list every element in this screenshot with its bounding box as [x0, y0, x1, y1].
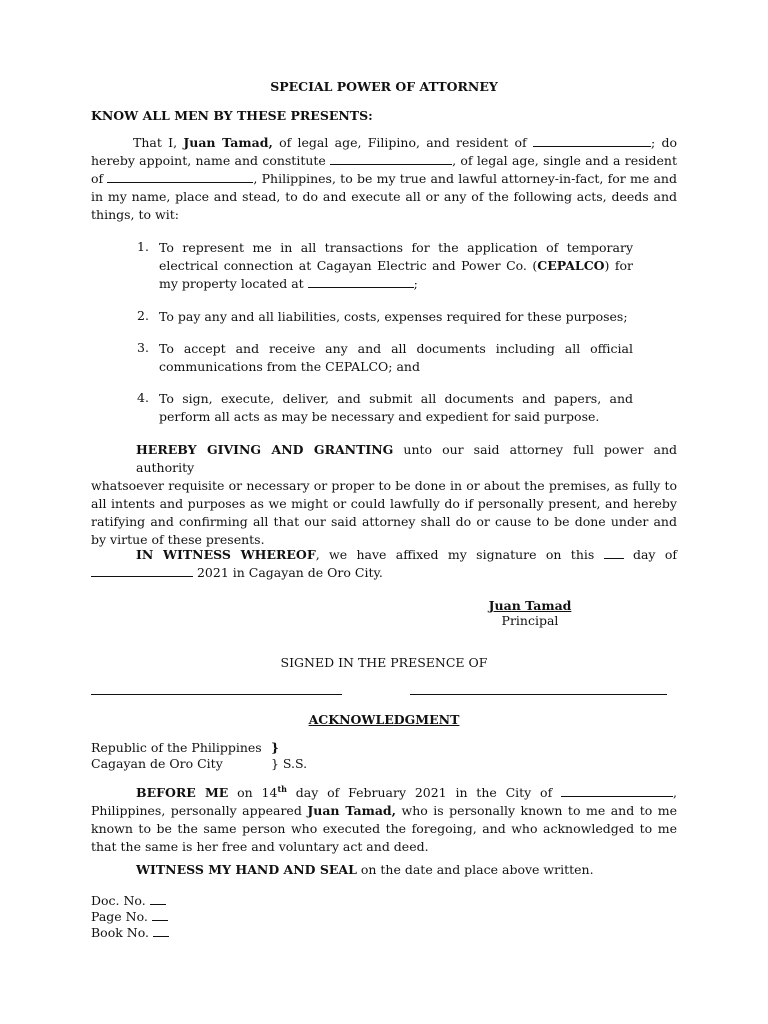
- day-blank: [604, 546, 624, 559]
- document-title: SPECIAL POWER OF ATTORNEY: [270, 79, 498, 94]
- appointment-paragraph: That I, Juan Tamad, of legal age, Filipino, and resident of ; do hereby appoint, name and constitute , of legal age, single and a resident of , Philippines, to be my true and lawful attorney-in-fact, for me and in my name, place and stead, to do and execute all or any of the following acts, deeds and things, to wit:: [91, 135, 678, 222]
- venue-ss: } S.S.: [271, 756, 308, 771]
- venue-country: Republic of the Philippines: [91, 740, 262, 755]
- seal-sentence: WITNESS MY HAND AND SEAL on the date and place above written.: [136, 862, 594, 877]
- intro-heading: KNOW ALL MEN BY THESE PRESENTS:: [91, 108, 373, 123]
- witness-signature-line-1: [91, 694, 342, 695]
- venue-brace: }: [271, 740, 280, 755]
- doc-number: Doc. No.: [91, 892, 166, 908]
- principal-role: Principal: [501, 613, 559, 628]
- document-page: SPECIAL POWER OF ATTORNEY KNOW ALL MEN BY THESE PRESENTS: That I, Juan Tamad, of legal age, Filipino, and resident of ; do hereby appoint, name and constitute , of legal age, single and a resident of , Philippines, to be my true and lawful attorney-in-fact, for me and in my name, place and stead, to do and execute all or any of the following acts, deeds and things, to wit: 1. To represent me in all transactions for the application of temporary electrical connection at Cagayan Electric and Power Co. (CEPALCO) for my property located at ; 2. To pay any and all liabilities, costs, expenses required for these purposes; 3. To accept and receive any and all documents including all official communications from the CEPALCO; and 4. To sign, execute, deliver, and submit all documents and papers, and perform all acts as may be necessary and expedient for said purpose. HEREBY GIVING AND GRANTING unto our said attorney full power and authority whatsoever requisite or necessary or proper to be done in or about the premises, as fully to all intents and purposes as we might or could lawfully do if personally present, and hereby ratifying and confirming all that our said attorney shall do or cause to be done under and by virtue of these presents. IN WITNESS WHEREOF, we have affixed my signature on this day of 2021 in Cagayan de Oro City. Juan Tamad Principal SIGNED IN THE PRESENCE OF ACKNOWLEDGMENT Republic of the Philippines } Cagayan de Oro City } S.S. BEFORE ME on 14th day of February 2021 in the City of , Philippines, personally appeared Juan Tamad, who is personally known to me and to me known to be the same person who executed the foregoing, and who acknowledged to me that the same is her free and voluntary act and deed. WITNESS MY HAND AND SEAL on the date and place above written. Doc. No. Page No. Book No.: [0, 0, 768, 1024]
- page-number: Page No.: [91, 908, 168, 924]
- principal-name: Juan Tamad: [488, 598, 572, 613]
- month-blank: [91, 564, 193, 577]
- witness-paragraph: IN WITNESS WHEREOF, we have affixed my signature on this day of 2021 in Cagayan de Oro City.: [91, 546, 677, 582]
- book-number: Book No.: [91, 924, 169, 940]
- attorney-name-blank: [330, 152, 452, 165]
- acknowledgment-paragraph: BEFORE ME on 14th day of February 2021 in the City of , Philippines, personally appeared Juan Tamad, who is personally known to me and to me known to be the same person who executed the foregoing, and who acknowledged to me that the same is her free and voluntary act and deed.: [91, 783, 678, 854]
- witness-signature-line-2: [410, 694, 667, 695]
- venue-city: Cagayan de Oro City: [91, 756, 223, 771]
- acknowledgment-heading: ACKNOWLEDGMENT: [308, 712, 460, 727]
- presence-heading: SIGNED IN THE PRESENCE OF: [280, 655, 488, 670]
- attorney-residence-blank: [107, 170, 253, 183]
- city-blank: [561, 784, 673, 797]
- residence-blank: [533, 134, 651, 147]
- granting-paragraph: HEREBY GIVING AND GRANTING unto our said attorney full power and authority whatsoever requisite or necessary or proper to be done in or about the premises, as fully to all intents and purposes as we might or could lawfully do if personally present, and hereby ratifying and confirming all that our said attorney shall do or cause to be done under and by virtue of these presents.: [91, 442, 677, 547]
- property-location-blank: [308, 275, 414, 288]
